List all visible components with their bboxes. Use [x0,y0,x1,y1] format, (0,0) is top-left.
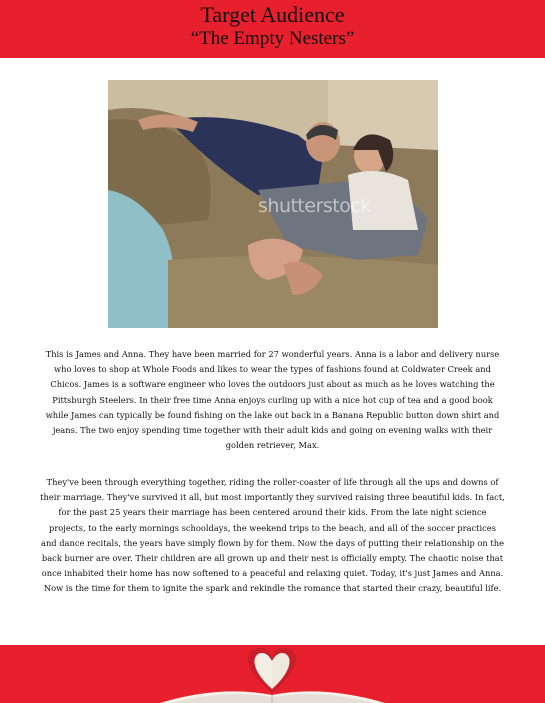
page-subtitle: “The Empty Nesters” [190,28,355,49]
page-title: Target Audience [200,2,345,27]
header-banner [0,0,545,58]
couple-photo [108,80,438,328]
footer-banner [0,645,545,703]
paragraph-story: They've been through everything together, riding the roller-coaster of life through all the ups and downs of their marriage. They've survived it all, but most importantly they survived raising three beautiful kids. In fact, for the past 25 years their marriage has been centered around their kids. From the late night science projects, to the early mornings schooldays, the weekend trips to the beach, and all of the soccer practices and dance recitals, the years have simply flown by for them. Now the days of putting their relationship on the back burner are over. Their children are all grown up and their nest is officially empty. The chaotic noise that once inhabited their home has now softened to a peaceful and relaxing quiet. Today, it's just James and Anna. Now is the time for them to ignite the spark and rekindle the romance that started their crazy, beautiful life. [40,477,505,594]
heart-book-icon [0,645,545,703]
photo-watermark: shutterstock [258,195,371,217]
paragraph-intro: This is James and Anna. They have been married for 27 wonderful years. Anna is a labor and delivery nurse who loves to shop at Whole Foods and likes to wear the types of fashions found at Coldwater Creek and Chicos. James is a software engineer who loves the outdoors just about as much as he loves watching the Pittsburgh Steelers. In their free time Anna enjoys curling up with a nice hot cup of tea and a good book while James can typically be found fishing on the lake out back in a Banana Republic button down shirt and jeans. The two enjoy spending time together with their adult kids and going on evening walks with their golden retriever, Max. [45,349,500,451]
